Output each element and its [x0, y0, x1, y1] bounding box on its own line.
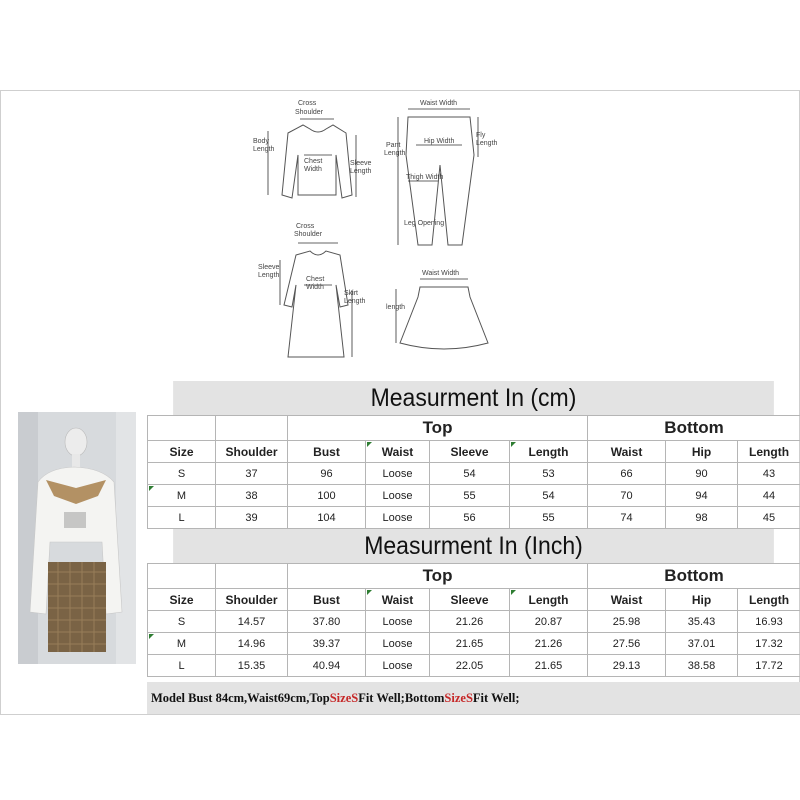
- table-cell: L: [148, 655, 216, 677]
- inch-header-cell: Length: [738, 589, 800, 611]
- skirt-sketch: [386, 270, 488, 349]
- cm-header-cell: Length: [738, 441, 800, 463]
- table-cell: 44: [738, 485, 800, 507]
- table-cell: 100: [288, 485, 366, 507]
- svg-text:length: length: [386, 304, 406, 311]
- inch-header-cell: Waist: [588, 589, 666, 611]
- table-cell: 55: [430, 485, 510, 507]
- table-cell: M: [148, 485, 216, 507]
- table-cell: S: [148, 463, 216, 485]
- svg-text:Length: Length: [476, 140, 498, 147]
- table-row: [148, 633, 800, 655]
- table-cell: 39.37: [288, 633, 366, 655]
- corner-marker-icon: [149, 634, 155, 640]
- inch-header-cell: Hip: [666, 589, 738, 611]
- table-cell: 16.93: [738, 611, 800, 633]
- svg-text:Length: Length: [253, 146, 275, 153]
- table-cell: 29.13: [588, 655, 666, 677]
- svg-text:Length: Length: [344, 298, 366, 305]
- cm-header-cell: Waist: [588, 441, 666, 463]
- table-cell: Loose: [366, 611, 430, 633]
- cm-group-bottom: Bottom: [588, 416, 800, 441]
- svg-text:Width: Width: [306, 284, 324, 291]
- table-cell: L: [148, 507, 216, 529]
- corner-marker-icon: [511, 442, 517, 448]
- svg-text:Width: Width: [304, 166, 322, 173]
- table-cell: 54: [510, 485, 588, 507]
- table-cell: 98: [666, 507, 738, 529]
- table-cell: 90: [666, 463, 738, 485]
- table-cell: 15.35: [216, 655, 288, 677]
- table-cell: 38.58: [666, 655, 738, 677]
- table-cell: 21.65: [510, 655, 588, 677]
- bottom-size-highlight: SizeS: [444, 690, 473, 705]
- table-cell: 25.98: [588, 611, 666, 633]
- svg-text:Thigh Width: Thigh Width: [406, 174, 444, 181]
- svg-text:Fly: Fly: [476, 132, 486, 139]
- table-cell: 14.57: [216, 611, 288, 633]
- cm-header-cell: Size: [148, 441, 216, 463]
- table-cell: Loose: [366, 655, 430, 677]
- svg-text:Sleeve: Sleeve: [258, 264, 280, 271]
- table-cell: 21.26: [430, 611, 510, 633]
- garment-sketches: [248, 95, 508, 375]
- table-row: [148, 655, 800, 677]
- table-cell: Loose: [366, 507, 430, 529]
- table-cell: 54: [430, 463, 510, 485]
- table-row: [148, 611, 800, 633]
- cm-header-cell: Length: [510, 441, 588, 463]
- svg-text:Hip Width: Hip Width: [424, 138, 455, 145]
- table-cell: 22.05: [430, 655, 510, 677]
- table-cell: 37: [216, 463, 288, 485]
- svg-text:Body: Body: [253, 138, 269, 145]
- sweater-sketch: [253, 100, 372, 198]
- table-row: [148, 463, 800, 485]
- table-cell: 39: [216, 507, 288, 529]
- corner-marker-icon: [367, 590, 373, 596]
- table-cell: 38: [216, 485, 288, 507]
- cm-header-cell: Sleeve: [430, 441, 510, 463]
- table-cell: 70: [588, 485, 666, 507]
- table-cell: 74: [588, 507, 666, 529]
- corner-marker-icon: [511, 590, 517, 596]
- table-cell: 21.65: [430, 633, 510, 655]
- svg-text:Waist Width: Waist Width: [422, 270, 460, 277]
- table-cell: S: [148, 611, 216, 633]
- svg-text:Chest: Chest: [304, 158, 323, 165]
- mannequin-image: [18, 412, 136, 664]
- svg-text:Cross: Cross: [296, 223, 315, 230]
- inch-header-cell: Sleeve: [430, 589, 510, 611]
- inch-size-table: [147, 563, 800, 677]
- top-size-highlight: SizeS: [329, 690, 359, 705]
- inch-header-cell: Size: [148, 589, 216, 611]
- table-cell: 17.72: [738, 655, 800, 677]
- corner-marker-icon: [149, 486, 155, 492]
- table-cell: 104: [288, 507, 366, 529]
- pants-sketch: [384, 100, 498, 245]
- table-cell: 43: [738, 463, 800, 485]
- table-cell: 56: [430, 507, 510, 529]
- cm-header-cell: Bust: [288, 441, 366, 463]
- cm-size-table: [147, 415, 800, 529]
- svg-text:Pant: Pant: [386, 142, 401, 149]
- model-fit-note: Model Bust 84cm,Waist69cm,Top SizeS Fit Well;Bottom SizeS Fit Well;: [147, 682, 800, 714]
- table-cell: 35.43: [666, 611, 738, 633]
- table-cell: 17.32: [738, 633, 800, 655]
- table-cell: 27.56: [588, 633, 666, 655]
- model-photo: [18, 412, 136, 664]
- inch-group-top: Top: [288, 564, 588, 589]
- svg-text:Length: Length: [384, 150, 406, 157]
- inch-table-title: Measurment In (Inch): [173, 529, 774, 563]
- cm-header-cell: Waist: [366, 441, 430, 463]
- table-cell: 94: [666, 485, 738, 507]
- table-cell: Loose: [366, 485, 430, 507]
- size-charts: [147, 381, 800, 677]
- table-cell: 53: [510, 463, 588, 485]
- table-cell: 37.01: [666, 633, 738, 655]
- svg-text:Chest: Chest: [306, 276, 325, 283]
- table-cell: 21.26: [510, 633, 588, 655]
- inch-group-bottom: Bottom: [588, 564, 800, 589]
- inch-header-cell: Waist: [366, 589, 430, 611]
- svg-text:Cross: Cross: [298, 100, 317, 107]
- svg-text:Shoulder: Shoulder: [295, 109, 324, 116]
- table-cell: 14.96: [216, 633, 288, 655]
- table-cell: Loose: [366, 463, 430, 485]
- cm-header-cell: Shoulder: [216, 441, 288, 463]
- inch-header-cell: Length: [510, 589, 588, 611]
- inch-header-cell: Shoulder: [216, 589, 288, 611]
- cm-table-title: Measurment In (cm): [173, 381, 774, 415]
- corner-marker-icon: [367, 442, 373, 448]
- table-cell: 55: [510, 507, 588, 529]
- inch-header-cell: Bust: [288, 589, 366, 611]
- cm-group-top: Top: [288, 416, 588, 441]
- table-cell: 66: [588, 463, 666, 485]
- svg-text:Sleeve: Sleeve: [350, 160, 372, 167]
- table-cell: 37.80: [288, 611, 366, 633]
- svg-text:Length: Length: [258, 272, 280, 279]
- table-cell: 20.87: [510, 611, 588, 633]
- cm-header-cell: Hip: [666, 441, 738, 463]
- table-cell: 40.94: [288, 655, 366, 677]
- svg-text:Shoulder: Shoulder: [294, 231, 323, 238]
- svg-text:Waist Width: Waist Width: [420, 100, 458, 107]
- table-cell: M: [148, 633, 216, 655]
- dress-sketch: [258, 223, 366, 357]
- svg-text:Length: Length: [350, 168, 372, 175]
- measurement-diagram: [248, 95, 508, 375]
- svg-text:Skirt: Skirt: [344, 290, 358, 297]
- table-cell: 45: [738, 507, 800, 529]
- table-cell: Loose: [366, 633, 430, 655]
- table-row: [148, 507, 800, 529]
- table-cell: 96: [288, 463, 366, 485]
- svg-text:Leg Opening: Leg Opening: [404, 220, 445, 227]
- table-row: [148, 485, 800, 507]
